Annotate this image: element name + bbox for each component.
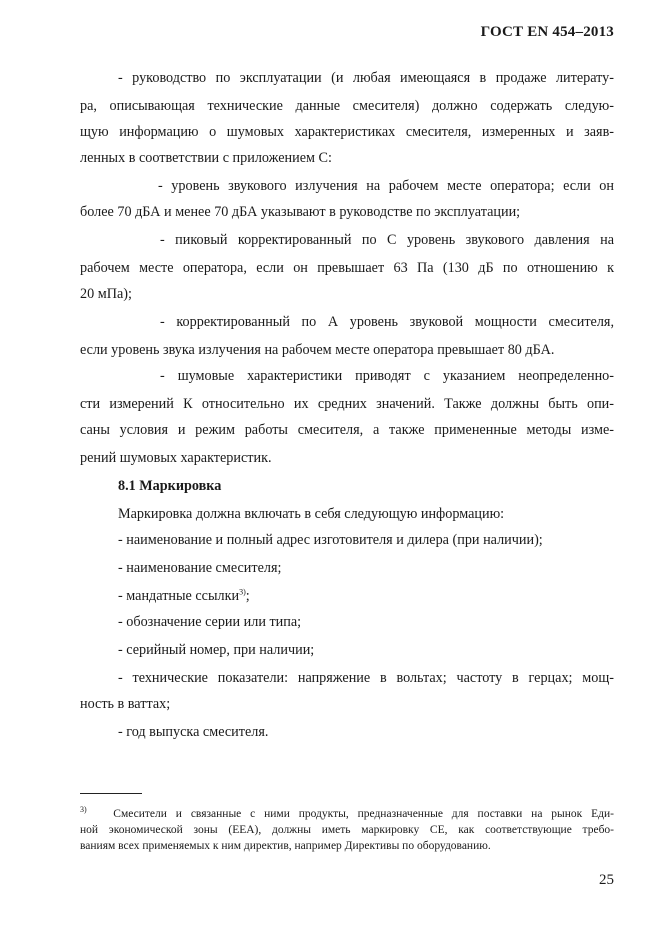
document-header: ГОСТ EN 454–2013 <box>480 24 614 40</box>
body-line: если уровень звука излучения на рабочем месте оператора превышает 80 дБА. <box>80 342 555 358</box>
section-heading: 8.1 Маркировка <box>118 478 222 494</box>
body-line: - шумовые характеристики приводят с указанием неопределенно- <box>160 368 614 384</box>
body-line: ленных в соответствии с приложением С: <box>80 150 332 166</box>
body-line: - руководство по эксплуатации (и любая имеющаяся в продаже литерату- <box>118 70 614 86</box>
footnote-line <box>80 806 614 822</box>
body-line: щую информацию о шумовых характеристиках смесителя, измеренных и заяв- <box>80 124 614 140</box>
list-item-punct: ; <box>245 588 250 604</box>
body-line: Маркировка должна включать в себя следующую информацию: <box>118 506 505 522</box>
list-item: - серийный номер, при наличии; <box>118 642 315 658</box>
footnote-line: ной экономической зоны (ЕЕА), должны иметь маркировку СЕ, как соответствующие требо- <box>80 824 614 836</box>
footnote-reference[interactable]: 3) <box>239 587 246 597</box>
body-line: - корректированный по А уровень звуковой мощности смесителя, <box>160 314 614 330</box>
list-item: - наименование и полный адрес изготовителя и дилера (при наличии); <box>118 532 543 548</box>
footnote-separator <box>80 793 142 794</box>
list-item <box>118 586 614 606</box>
list-item: - технические показатели: напряжение в вольтах; частоту в герцах; мощ- <box>118 670 614 686</box>
body-line: сти измерений К относительно их средних значений. Также должны быть опи- <box>80 396 614 412</box>
list-item: - год выпуска смесителя. <box>118 724 269 740</box>
page-number: 25 <box>599 872 614 888</box>
body-line: более 70 дБА и менее 70 дБА указывают в руководстве по эксплуатации; <box>80 204 521 220</box>
body-line: ность в ваттах; <box>80 696 171 712</box>
body-line: - уровень звукового излучения на рабочем месте оператора; если он <box>158 178 614 194</box>
list-item: - обозначение серии или типа; <box>118 614 302 630</box>
body-line: - пиковый корректированный по С уровень звукового давления на <box>160 232 614 248</box>
body-line: ра, описывающая технические данные смесителя) должно содержать следую- <box>80 98 614 114</box>
body-line: саны условия и режим работы смесителя, а также примененные методы изме- <box>80 422 614 438</box>
footnote-mark: 3) <box>80 805 87 815</box>
footnote-line: ваниям всех применяемых к ним директив, например Директивы по оборудованию. <box>80 840 491 852</box>
list-item: - наименование смесителя; <box>118 560 282 576</box>
body-line: 20 мПа); <box>80 286 132 302</box>
body-line: рений шумовых характеристик. <box>80 450 272 466</box>
list-item-text: - мандатные ссылки <box>118 588 240 604</box>
body-line: рабочем месте оператора, если он превышает 63 Па (130 дБ по отношению к <box>80 260 614 276</box>
footnote-text: Смесители и связанные с ними продукты, предназначенные для поставки на рынок Еди- <box>113 808 614 820</box>
